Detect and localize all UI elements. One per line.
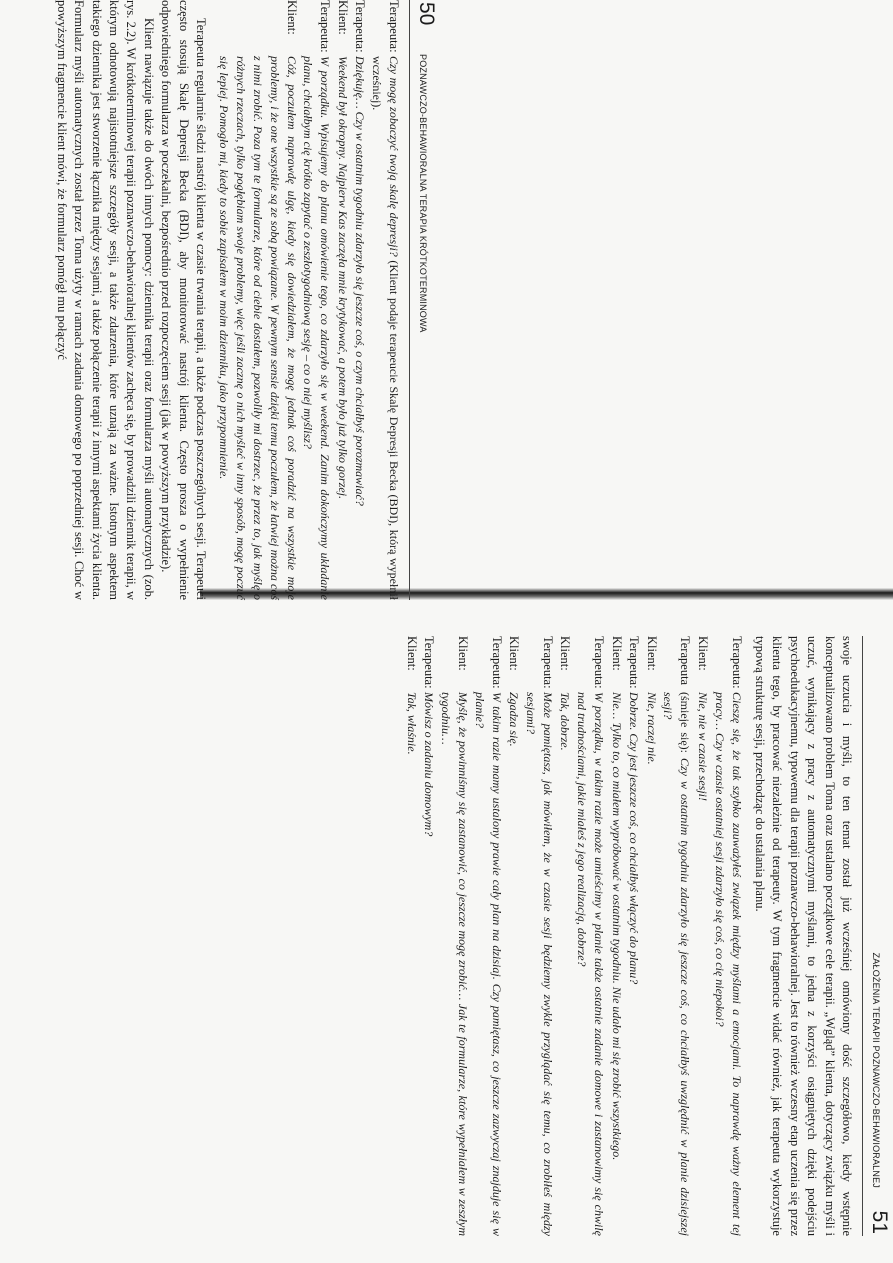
utterance: Mówisz o zadaniu domowym? [422,692,437,837]
dialogue-line [556,636,573,1236]
speaker: Klient: [644,636,659,671]
speaker: Terapeuta: [489,636,504,689]
speaker: Klient: [284,0,299,35]
utterance: Weekend był okropny. Najpierw Kas zaczęła mnie krytykować, a potem było już tylko gorzej. [335,56,350,500]
utterance: Nie, nie w czasie sesji! [695,692,710,801]
speaker: Terapeuta: [422,636,437,689]
dialogue-line [300,0,334,600]
body-text [52,0,209,600]
dialogue-line [437,636,471,1236]
dialogue-line [660,636,694,1236]
speaker: Terapeuta: [729,636,744,689]
page-number: 50 [415,2,438,26]
speaker: Klient: [609,636,624,671]
dialogue-line [522,636,556,1236]
speaker: Terapeuta: [387,0,401,53]
speaker: Terapeuta: [318,0,333,53]
speaker: Terapeuta: [353,0,368,53]
speaker: Terapeuta: [541,636,556,689]
utterance: (śmieje się): Czy w ostatnim tygodniu zdarzyło się jeszcze coś, co chciałbyś uwzględnić w planie dzisiejszej sesji? [661,692,693,1236]
utterance: Tak, właśnie. [404,692,419,755]
utterance: Dobrze. Czy jest jeszcze coś, co chciałbyś włączyć do planu? [627,692,642,985]
running-header: POZNAWCZO-BEHAWIORALNA TERAPIA KRÓTKOTERMINOWA [418,54,428,333]
dialogue-line [215,0,300,600]
speaker: Terapeuta: [627,636,642,689]
speaker: Klient: [335,0,350,35]
utterance: Cóż, poczułem naprawdę ulgę, kiedy się dowiedziałem, że mogę jednak coś poradzić na wszystkie moje problemy, i że one wszystkie są ze sobą powiązane. W pewnym sensie dzięki temu poczułem, że łatwiej można coś z nimi zrobić. Poza tym te formularze, które od ciebie dostałem, pozwoliły mi dostrzec, że przez to, jak myślę o różnych rzeczach, tylko pogłębiam swoje problemy, więc jeśli zacznę o nich myśleć w inny sposób, mogę poczuć się lepiej. Pomogło mi, kiedy to sobie zapisałem w moim dzienniku, jako przypomnienie. [216,56,299,600]
dialogue-line [471,636,505,1236]
stage-note: (śmieje się): [678,692,693,758]
stage-note: (Klient podaje terapeucie Skalę Depresji Becka (BDI), którą wypełnił wcześniej). [370,56,401,601]
utterance: Nie… Tylko to, co miałem wypróbować w ostatnim tygodniu. Nie udało mi się zrobić wszystkiego. [609,692,624,1161]
utterance: Zgadza się. [507,692,522,747]
speaker: Klient: [404,636,419,671]
page-header [862,636,891,1236]
utterance: W porządku. Wpisujemy do planu omówienie tego, co zdarzyło się w weekend. Zanim dokończymy układanie planu, chciałbym cię krótko zapytać o zeszłotygodniową sesję – co o niej myślisz? [301,56,333,600]
paragraph: swoje uczucia i myśli, to ten temat został już wcześniej omówiony dość szczegółowo, kiedy wstępnie konceptualizowano problem Toma oraz ustalano początkowe cele terapii. „Wgląd” klienta, dotyczący związku myśli i uczuć, wynikający z pracy z automatycznymi myślami, to jedna z korzyści osiągniętych dzięki podejściu psychoedukacyjnemu, typowemu dla terapii poznawczo-behawioralnej. Jest to również wczesny etap uczenia się przez klienta tego, by pracować niezależnie od terapeuty. W tym fragmencie widać również, jak terapeuta wykorzystuje typową strukturę sesji, przechodząc do ustalania planu. [752,636,854,1236]
page-header [409,0,438,600]
dialogue-line [351,0,368,600]
utterance: Nie, raczej nie. [644,692,659,765]
dialogue-line [574,636,608,1236]
utterance: Tak, dobrze. [558,692,573,751]
utterance: Dziękuję… Czy w ostatnim tygodniu zdarzyło się jeszcze coś, o czym chciałbyś porozmawiać? [353,56,368,506]
speaker: Terapeuta [678,636,693,686]
speaker: Terapeuta: [592,636,607,689]
utterance: Czy mogę zobaczyć twoją skalę depresji? (Klient podaje terapeucie Skalę Depresji Becka (BDI), którą wypełnił wcześniej). [370,56,401,601]
running-header: ZAŁOŻENIA TERAPII POZNAWCZO-BEHAWIORALNEJ [871,952,881,1188]
utterance: Cieszę się, że tak szybko zauważyłeś związek między myślami a emocjami. To naprawdę ważny element tej pracy… Czy w czasie ostatniej sesji zdarzyło się coś, co cię niepokoi? [712,692,744,1236]
dialogue-line [711,636,745,1236]
dialogue-line [607,636,624,1236]
right-page [5,636,893,1236]
dialogue-line [625,636,642,1236]
dialogue-line [333,0,350,600]
page-number: 51 [868,1210,891,1234]
paragraph: Terapeuta regularnie śledzi nastrój klienta w czasie trwania terapii, a także podczas poszczególnych sesji. Terapeuci często stosują Skalę Depresji Becka (BDI), aby monitorować nastrój klienta. Często prosza o wypełnienie odpowiedniego formularza w poczekalni, bezpośrednio przed rozpoczęciem sesji (jak w powyższym przykładzie). [159,0,209,600]
speaker: Klient: [558,636,573,671]
dialogue-line [642,636,659,1236]
utterance: Może pamiętasz, jak mówiłem, że w czasie sesji będziemy zwykle przyglądać się temu, co zrobiłeś między sesjami? [524,692,556,1236]
utterance: W takim razie mamy ustalony prawie cały plan na dzisiaj. Czy pamiętasz, co jeszcze zazwyczaj znajduje się w planie? [472,692,504,1236]
speaker: Klient: [456,636,471,671]
utterance: W porządku, w takim razie może umieścimy w planie także ostatnie zadanie domowe i zastanowimy się chwilę nad trudnościami, jakie miałeś z jego realizacją, dobrze? [575,692,607,1236]
dialogue-line [505,636,522,1236]
page-content [52,0,402,600]
speaker: Klient: [507,636,522,671]
dialogue [215,0,402,600]
dialogue-line [368,0,402,600]
dialogue-line [420,636,437,1236]
body-text [751,636,855,1236]
speaker: Klient: [695,636,710,671]
page-content [402,636,855,1236]
dialogue-line [693,636,710,1236]
dialogue-line [402,636,419,1236]
left-page [0,0,442,600]
utterance: Myślę, że powinniśmy się zastanowić, co jeszcze mogę zrobić… Jak te formularze, które wypełniałem w zeszłym tygodniu… [439,692,471,1236]
dialogue [402,636,744,1236]
paragraph: Klient nawiązuje także do dwóch innych pomocy: dziennika terapii oraz formularza myśli automatycznych (zob. rys. 2.2). W krótkoterminowej terapii poznawczo-behawioralnej klientów zachęca się, by prowadzili dziennik terapii, w którym odnotowują najistotniejsze szczegóły sesji, a także zdarzenia, które uznają za ważne. Istotnym aspektem takiego dziennika jest stworzenie łącznika między sesjami, a także połączenie terapii z innymi aspektami życia klienta. Formularz myśli automatycznych został przez Toma użyty w ramach zadania domowego po poprzedniej sesji. Choć w powyższym fragmencie klient mówi, że formularz pomógł mu połączyć [54,0,156,600]
